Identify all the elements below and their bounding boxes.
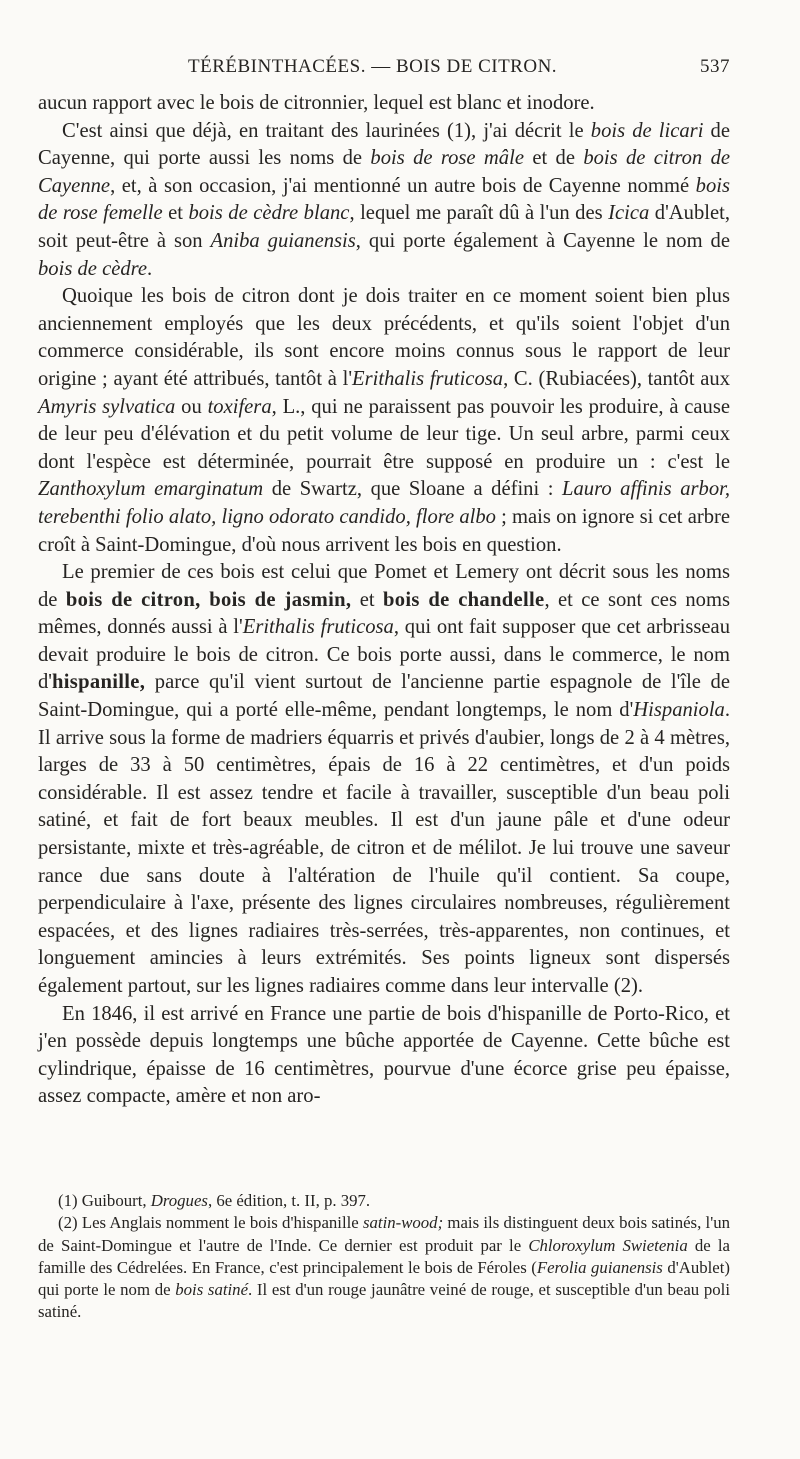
italic-term: bois satiné <box>175 1280 249 1300</box>
paragraph-5: En 1846, il est arrivé en France une partie de bois d'hispanille de Porto-Rico, et j'en possède depuis longtemps une bûche apportée de Cayenne. Cette bûche est cylindrique, épaisse de 16 centimètres, pourvue d'une écorce grise peu épaisse, assez compacte, amère et non aro- <box>38 1002 730 1108</box>
text-run: de la famille des Cédrelées. En France, c'est principalement le bois de Féroles ( <box>38 1235 730 1277</box>
text-run: , et ce sont ces noms mêmes, donnés aussi à l' <box>38 588 730 639</box>
text-run: Le premier de ces bois est celui que Pomet et Lemery ont décrit sous les noms de <box>38 561 730 611</box>
text-run: , C. (Rubiacées), tantôt aux <box>503 367 730 390</box>
text-run: , qui ont fait supposer que cet arbrisseau devait produire le bois de citron. Ce bois porte aussi, dans le commerce, le nom d' <box>38 616 730 694</box>
italic-term: bois de cèdre <box>38 257 148 280</box>
footnotes <box>38 1190 730 1324</box>
text-run: , et, à son occasion, j'ai mentionné un autre bois de Cayenne nommé <box>110 174 696 197</box>
italic-term: Chloroxylum Swietenia <box>528 1235 688 1255</box>
bold-term: bois de chandelle <box>382 588 545 611</box>
text-run: de Swartz, que Sloane a défini : <box>263 478 563 501</box>
italic-term: Erithalis fruticosa <box>242 616 394 639</box>
italic-term: Hispaniola <box>633 699 725 722</box>
text-run: et <box>351 588 383 611</box>
italic-term: toxifera <box>207 395 272 418</box>
text-run: ; mais on ignore si cet arbre croît à Saint-Domingue, d'où nous arrivent les bois en question. <box>38 505 730 556</box>
italic-term: Lauro affinis arbor, terebenthi folio alato, ligno odorato candido, flore albo <box>38 478 731 528</box>
text-run: , 6e édition, t. II, p. 397. <box>207 1191 371 1210</box>
body-text <box>38 90 730 1111</box>
text-run: . Il est d'un rouge jaunâtre veiné de rouge, et susceptible d'un beau poli satiné. <box>38 1280 730 1322</box>
paragraph-2 <box>38 118 730 284</box>
italic-term: Ferolia guianensis <box>536 1257 663 1277</box>
italic-term: Erithalis fruticosa <box>352 367 504 390</box>
text-run: Quoique les bois de citron dont je dois traiter en ce moment soient bien plus anciennement employés que les deux précédents, et qu'ils soient l'objet d'un commerce considérable, ils sont encore moins connus sous le rapport de leur origine ; ayant été attribués, tantôt à l' <box>38 285 730 390</box>
text-run: , qui porte également à Cayenne le nom de <box>355 229 730 252</box>
italic-term: bois de cèdre blanc <box>188 202 350 225</box>
bold-term: bois de citron, bois de jasmin, <box>65 588 352 611</box>
page-number: 537 <box>700 56 730 77</box>
italic-term: satin-wood; <box>362 1213 444 1233</box>
text-run: (2) Les Anglais nomment le bois d'hispanille <box>58 1213 363 1233</box>
italic-term: Zanthoxylum emarginatum <box>38 478 264 501</box>
text-run: et de <box>523 147 584 170</box>
text-run: et <box>162 202 189 225</box>
text-run: d'Aublet, soit peut-être à son <box>38 202 730 252</box>
text-run: mais ils distinguent deux bois satinés, l'un de Saint-Domingue et l'autre de l'Inde. Ce dernier est produit par le <box>38 1213 730 1255</box>
text-run: . Il arrive sous la forme de madriers équarris et privés d'aubier, longs de 2 à 4 mètres, larges de 33 à 50 centimètres, épais de 16 à 22 centimètres, et d'un poids considérable. Il est assez tendre et facile à travailler, susceptible d'un beau poli satiné, et fait de fort beaux meubles. Il est d'un jaune pâle et d'une odeur persistante, mixte et très-agréable, de citron et de mélilot. Je lui trouve une saveur rance due sans doute à l'altération de l'huile qu'il contient. Sa coupe, perpendiculaire à l'axe, présente des lignes circulaires nombreuses, régulièrement espacées, et des lignes radiaires très-serrées, très-apparentes, non continues, et longuement amincies à leurs extrémités. Ses points ligneux sont dispersés également partout, sur les lignes radiaires comme dans leur intervalle (2). <box>38 699 730 997</box>
text-run: , lequel me paraît dû à l'un des <box>349 202 609 225</box>
italic-term: Amyris sylvatica <box>38 395 176 418</box>
footnote-2 <box>38 1212 730 1323</box>
italic-term: bois de licari <box>590 119 704 142</box>
bold-term: hispanille, <box>52 671 146 694</box>
page-header <box>38 56 730 86</box>
text-run: , L., qui ne paraissent pas pouvoir les produire, à cause de leur peu d'élévation et du petit volume de leur tige. Un seul arbre, parmi ceux dont l'espèce est déterminée, pourrait être supposé en produire un : c'est le <box>38 395 730 473</box>
paragraph-4 <box>38 559 730 1001</box>
footnote-1 <box>38 1190 730 1212</box>
text-run: ou <box>175 395 208 418</box>
italic-term: bois de rose femelle <box>38 174 730 225</box>
paragraph-3 <box>38 283 730 559</box>
italic-term: bois de rose mâle <box>370 147 524 170</box>
italic-term: Icica <box>608 202 650 225</box>
italic-term: Aniba guianensis <box>210 229 356 252</box>
text-run: de Cayenne, qui porte aussi les noms de <box>38 119 730 170</box>
paragraph-1: aucun rapport avec le bois de citronnier, lequel est blanc et inodore. <box>38 92 595 114</box>
text-run: C'est ainsi que déjà, en traitant des laurinées (1), j'ai décrit le <box>62 119 591 142</box>
text-run: parce qu'il vient surtout de l'ancienne partie espagnole de l'île de Saint-Domingue, qui a porté elle-même, pendant longtemps, le nom d' <box>38 671 730 722</box>
italic-term: bois de citron de Cayenne <box>38 147 731 197</box>
text-run: . <box>147 257 153 280</box>
italic-term: Drogues <box>150 1191 208 1210</box>
text-run: (1) Guibourt, <box>58 1191 151 1210</box>
running-title: TÉRÉBINTHACÉES. — BOIS DE CITRON. <box>188 56 558 77</box>
text-run: d'Aublet) qui porte le nom de <box>38 1257 730 1300</box>
